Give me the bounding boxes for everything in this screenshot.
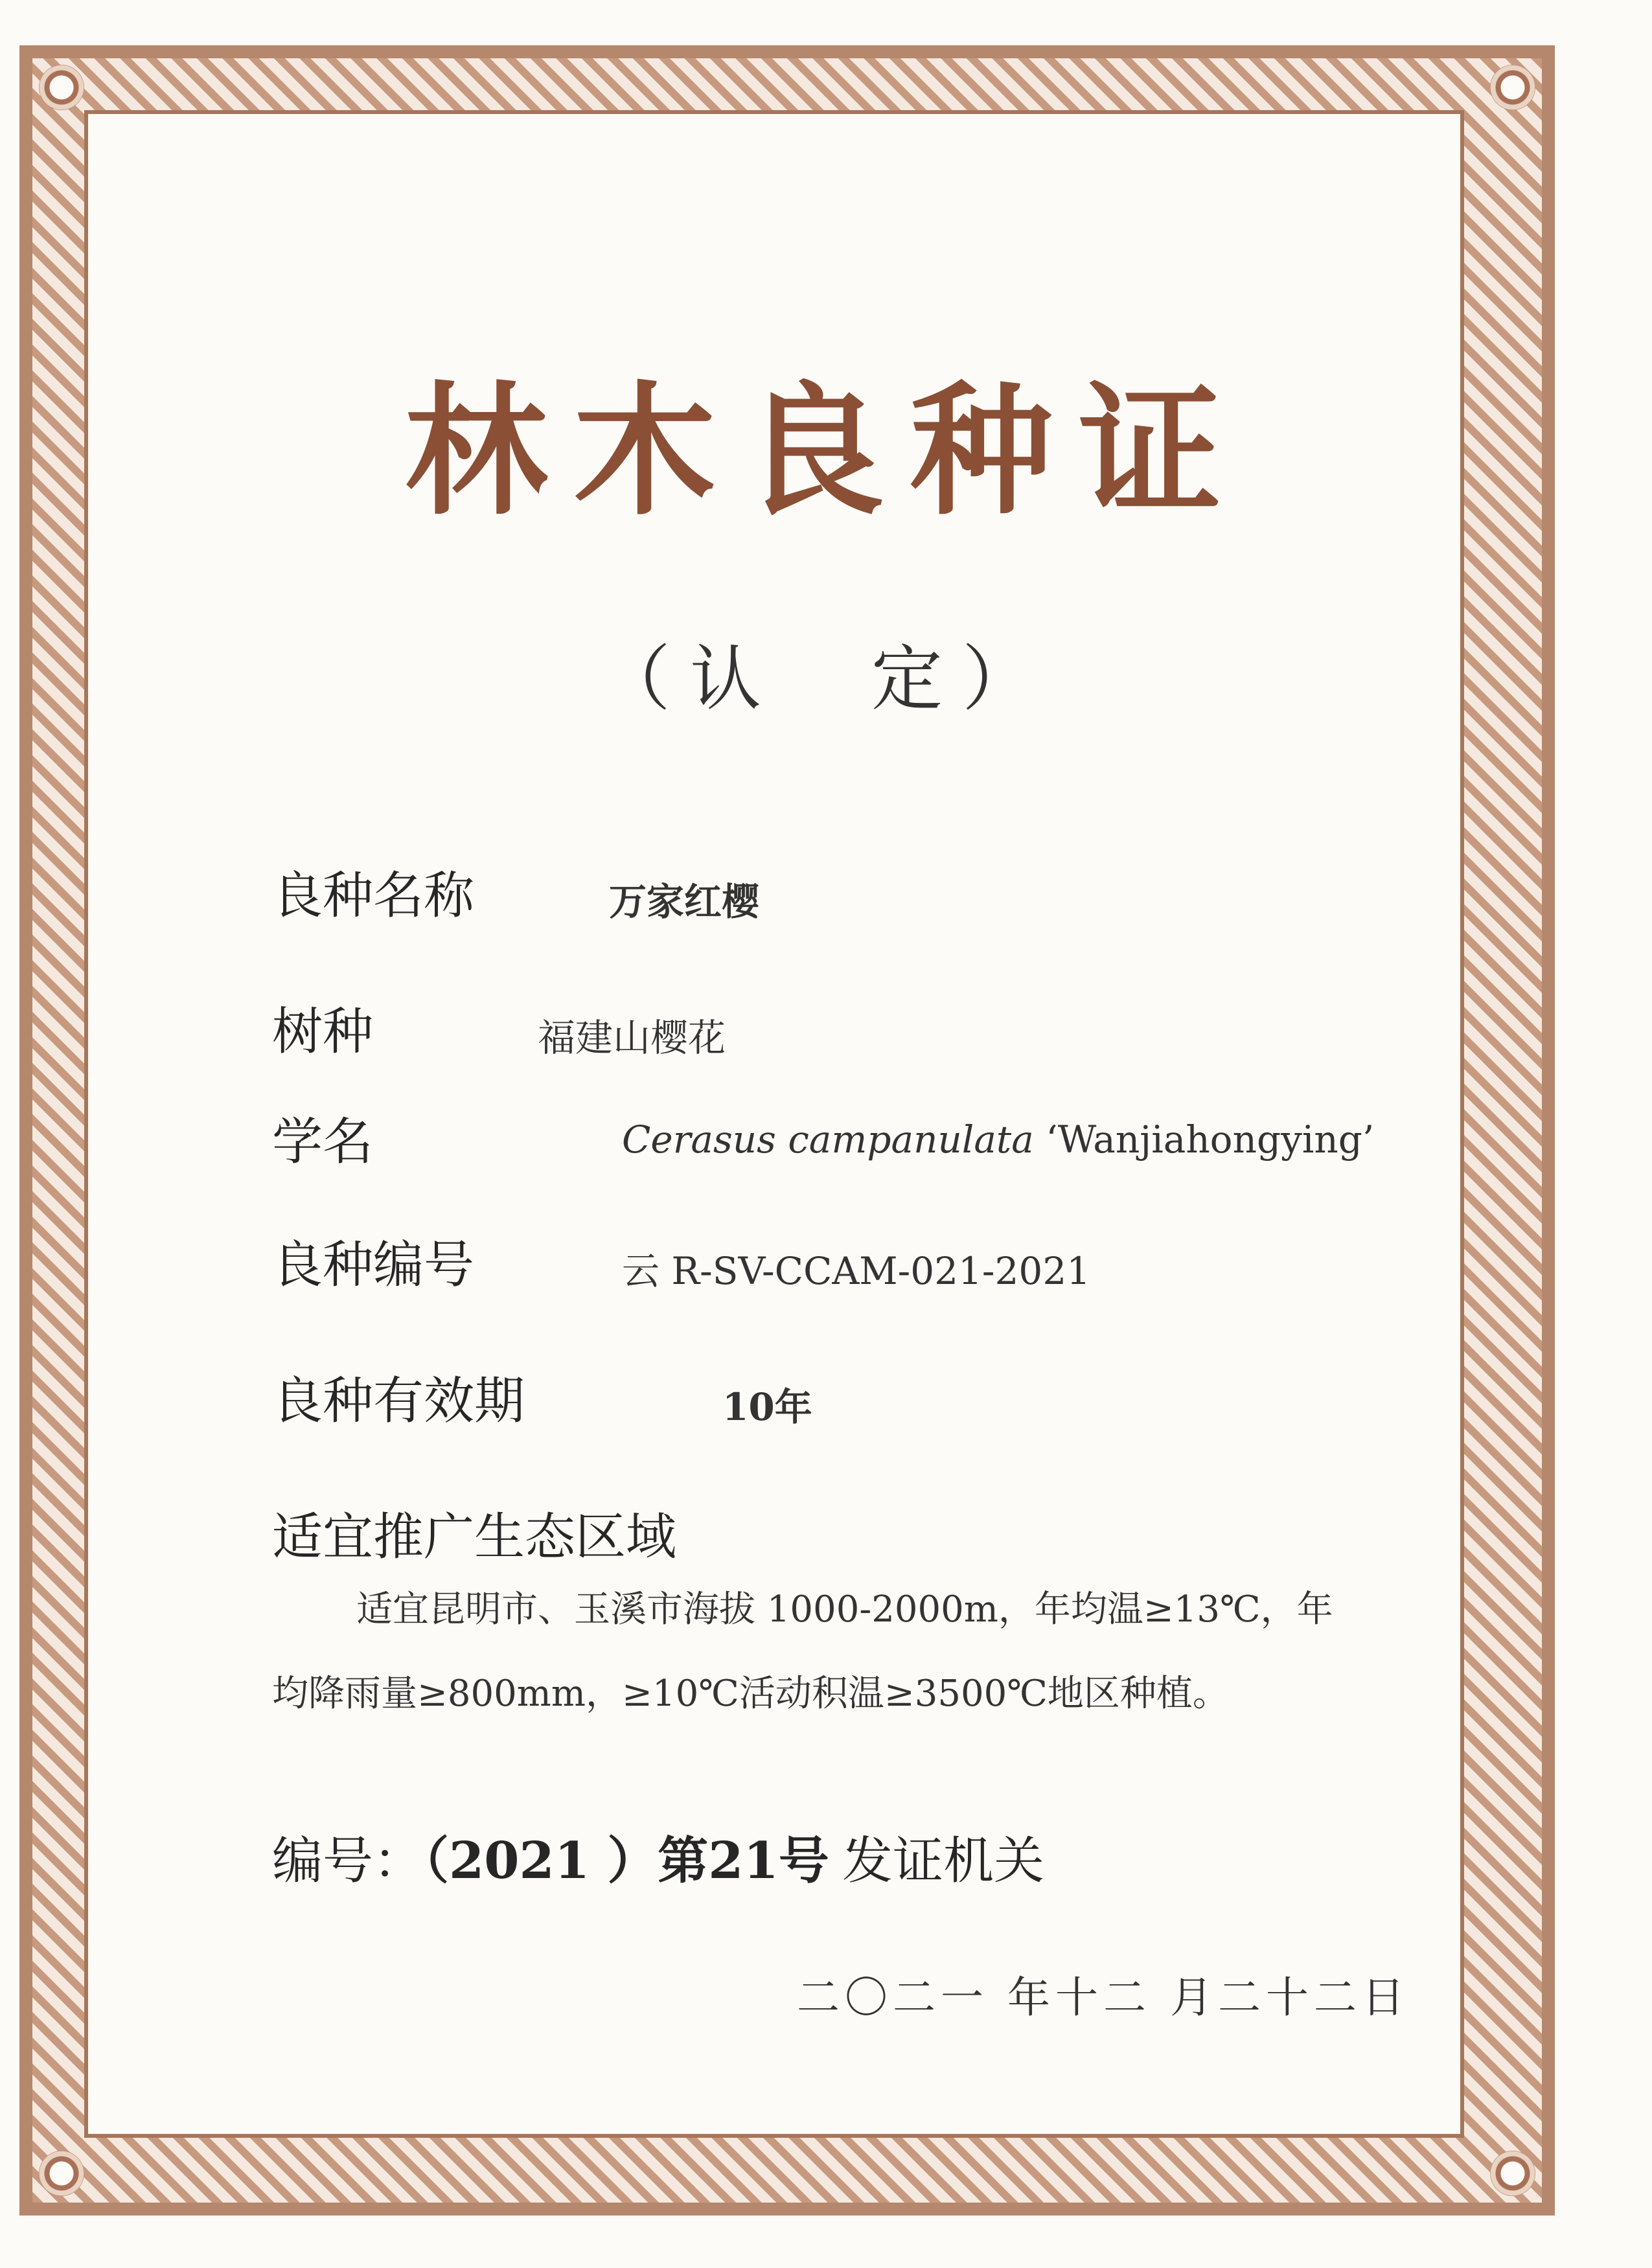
certificate-title: 林木良种证 bbox=[404, 369, 1247, 534]
scientific-name-label: 学名 bbox=[272, 1113, 374, 1171]
variety-name-label: 良种名称 bbox=[272, 867, 475, 925]
corner-flower-icon bbox=[1490, 65, 1535, 110]
corner-flower-icon bbox=[39, 65, 84, 110]
cert-number-value: （2021 ）第21号 bbox=[424, 1831, 829, 1890]
cert-number-prefix: 编号： bbox=[272, 1832, 424, 1890]
variety-number-value: 云 R-SV-CCAM-021-2021 bbox=[622, 1249, 1091, 1293]
validity-period-label: 良种有效期 bbox=[272, 1372, 525, 1430]
variety-name-value: 万家红樱 bbox=[609, 880, 760, 924]
scientific-name-genus: Cerasus campanulata bbox=[622, 1117, 1034, 1162]
variety-number-label: 良种编号 bbox=[272, 1236, 475, 1294]
region-label: 适宜推广生态区域 bbox=[272, 1508, 677, 1566]
region-text: 适宜昆明市、玉溪市海拔 1000-2000m，年均温≥13℃，年均降雨量≥800mm，≥10℃活动积温≥3500℃地区种植。 bbox=[272, 1588, 1333, 1715]
issuer-label: 发证机关 bbox=[842, 1832, 1045, 1890]
issue-date: 二〇二一 年十二 月二十二日 bbox=[797, 1973, 1410, 2022]
tree-species-value: 福建山樱花 bbox=[538, 1016, 726, 1060]
cert-number-label bbox=[272, 1820, 829, 1893]
scientific-name-cultivar: ‘Wanjiahongying’ bbox=[1033, 1117, 1375, 1162]
corner-flower-icon bbox=[1490, 2151, 1535, 2196]
scientific-name-value bbox=[622, 1117, 1374, 1162]
tree-species-label: 树种 bbox=[272, 1003, 374, 1061]
validity-period-value: 10年 bbox=[722, 1385, 812, 1429]
corner-flower-icon bbox=[39, 2151, 84, 2196]
certificate-subtitle: （认 定） bbox=[599, 637, 1053, 720]
